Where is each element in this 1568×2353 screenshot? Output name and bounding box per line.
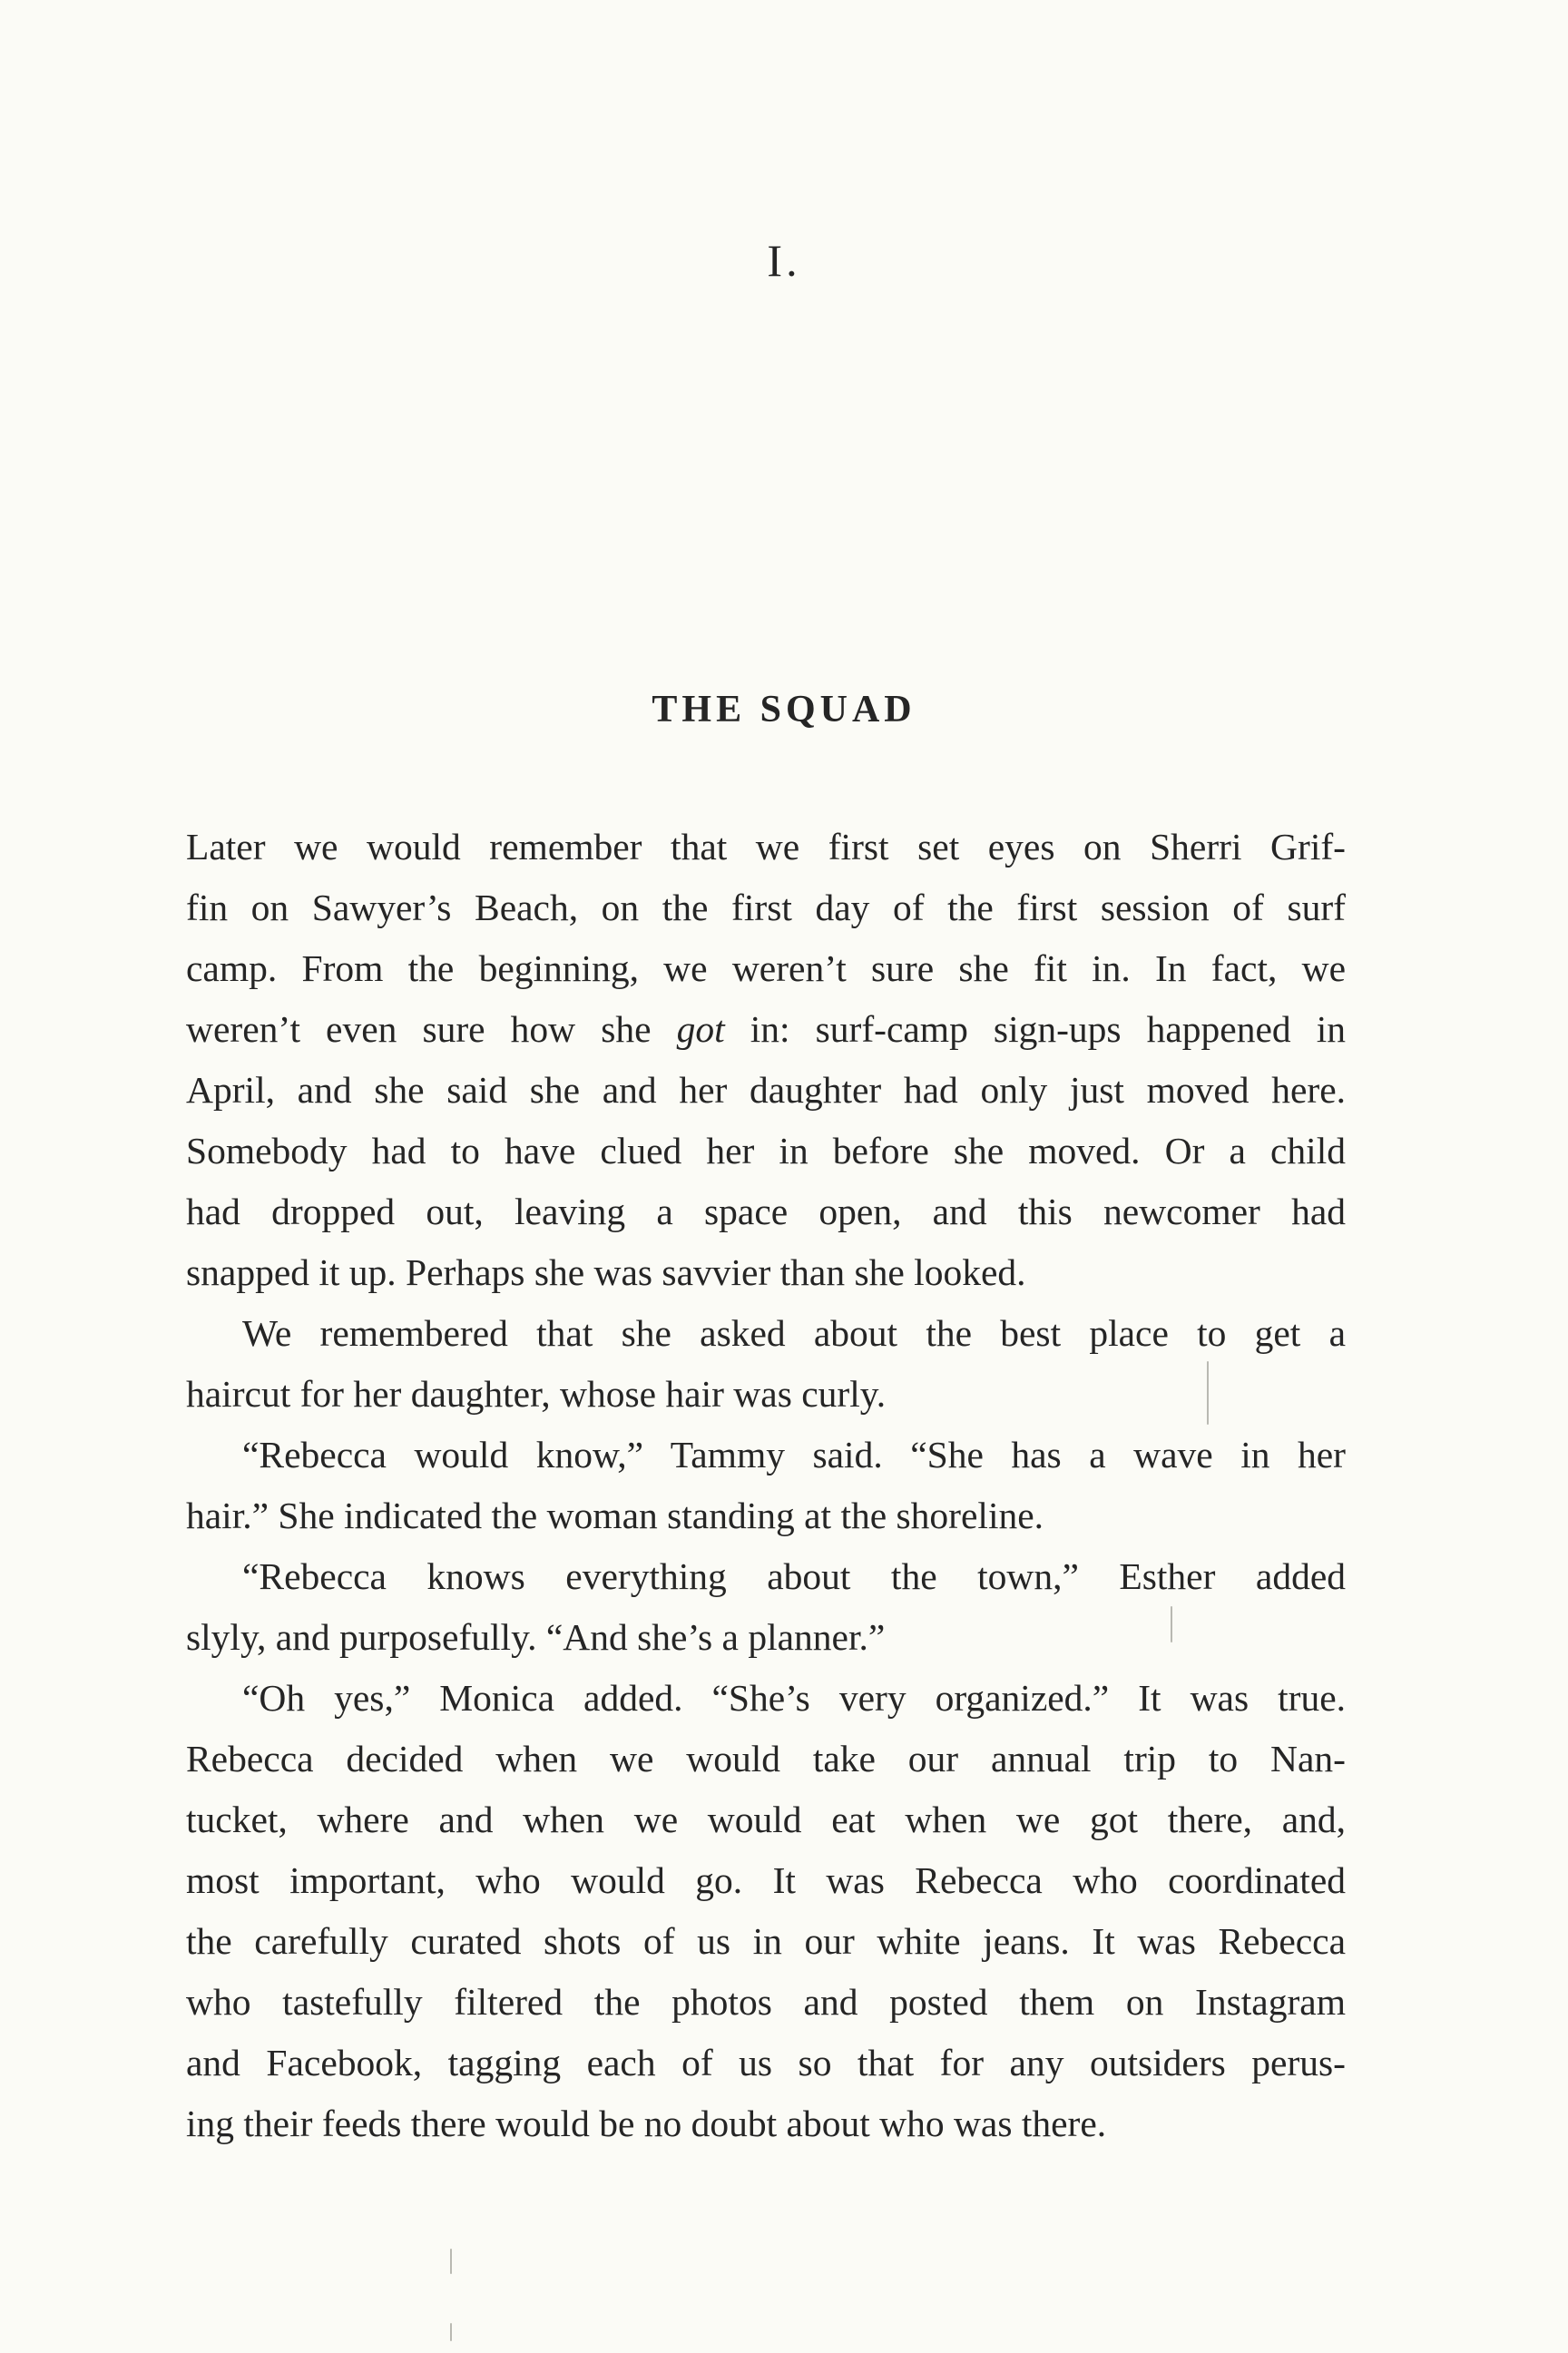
scan-artifact <box>450 2323 452 2341</box>
part-number: I. <box>767 235 801 286</box>
emphasis-text: got <box>676 1008 725 1050</box>
text-line: April, and she said she and her daughter had only just moved here. <box>186 1069 1346 1111</box>
text-line: tucket, where and when we would eat when we got there, and, <box>186 1799 1346 1840</box>
text-line: who tastefully filtered the photos and posted them on Instagram <box>186 1981 1346 2023</box>
chapter-title: THE SQUAD <box>652 689 916 730</box>
text-line: and Facebook, tagging each of us so that for any outsiders perus- <box>186 2042 1346 2083</box>
text-line: “Rebecca would know,” Tammy said. “She has a wave in her <box>242 1434 1346 1476</box>
text-line: “Rebecca knows everything about the town,” Esther added <box>242 1555 1346 1597</box>
text-line: weren’t even sure how she got in: surf-camp sign-ups happened in <box>186 1008 1347 1050</box>
text-line: fin on Sawyer’s Beach, on the first day of the first session of surf <box>186 887 1346 928</box>
text-line: Somebody had to have clued her in before she moved. Or a child <box>186 1130 1346 1172</box>
scan-artifact <box>1207 1361 1209 1425</box>
text-line: “Oh yes,” Monica added. “She’s very organized.” It was true. <box>242 1677 1346 1719</box>
text-line: slyly, and purposefully. “And she’s a planner.” <box>186 1616 886 1658</box>
body-text <box>186 817 1346 2154</box>
text-line: ing their feeds there would be no doubt about who was there. <box>186 2103 1107 2144</box>
text-line: had dropped out, leaving a space open, and this newcomer had <box>186 1191 1346 1232</box>
scan-artifact <box>450 2249 452 2274</box>
text-line: haircut for her daughter, whose hair was curly. <box>186 1373 887 1415</box>
scan-artifact <box>1171 1606 1172 1642</box>
text-line: Rebecca decided when we would take our annual trip to Nan- <box>186 1738 1346 1779</box>
text-line: most important, who would go. It was Rebecca who coordinated <box>186 1859 1346 1901</box>
text-line: hair.” She indicated the woman standing at the shoreline. <box>186 1495 1044 1536</box>
text-line: camp. From the beginning, we weren’t sure she fit in. In fact, we <box>186 947 1346 989</box>
text-line: snapped it up. Perhaps she was savvier than she looked. <box>186 1251 1026 1293</box>
text-line: the carefully curated shots of us in our white jeans. It was Rebecca <box>186 1920 1346 1962</box>
text-line: Later we would remember that we first set eyes on Sherri Grif- <box>186 826 1346 868</box>
text-line: We remembered that she asked about the best place to get a <box>242 1312 1346 1354</box>
